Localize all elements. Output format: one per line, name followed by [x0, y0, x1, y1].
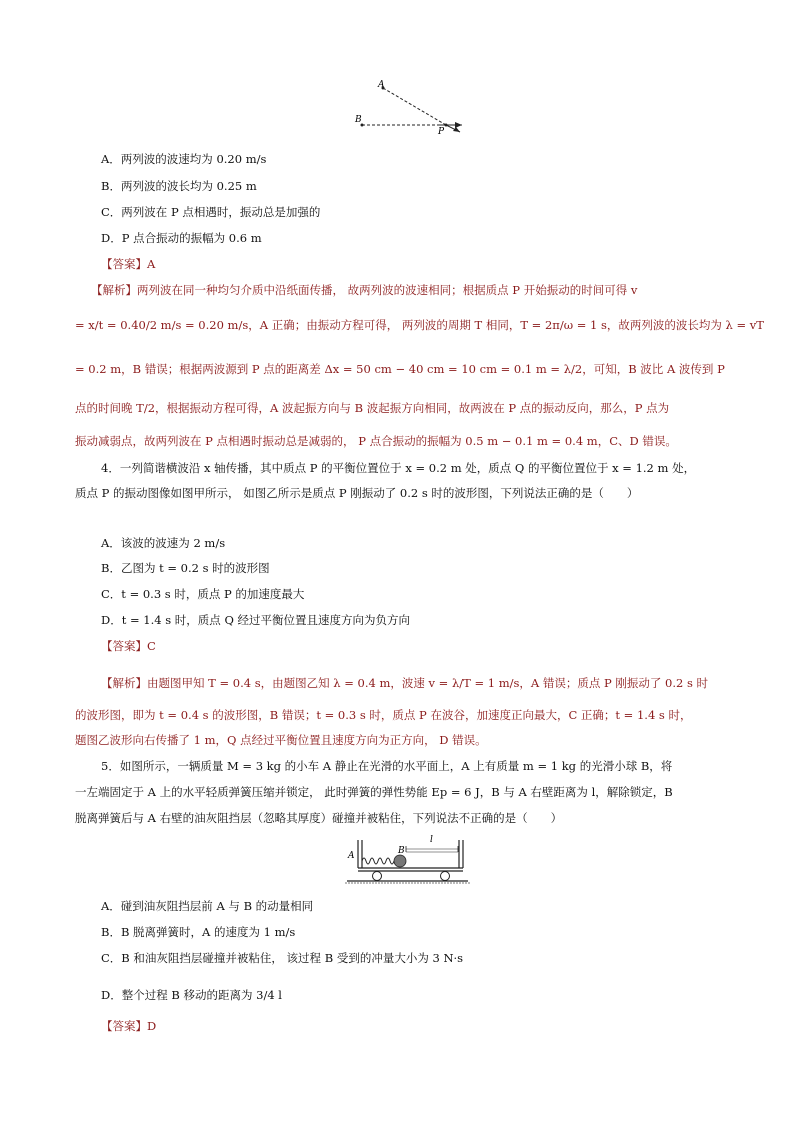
point-a-label: A: [378, 80, 385, 90]
cart-label-a: A: [348, 851, 355, 861]
q5-option-d: D．整个过程 B 移动的距离为 3/4 l: [101, 988, 282, 1002]
point-b-label: B: [355, 115, 362, 125]
q5-option-b: B．B 脱离弹簧时，A 的速度为 1 m/s: [101, 925, 296, 939]
q4-answer: 【答案】C: [101, 639, 156, 653]
q5-stem-line-3: 脱离弹簧后与 A 右壁的油灰阻挡层（忽略其厚度）碰撞并被粘住，下列说法不正确的是（ ）: [75, 811, 563, 825]
ball-label-b: B: [398, 846, 405, 856]
q3-answer: 【答案】A: [101, 257, 156, 271]
q3-analysis-line-1: 【解析】两列波在同一种均匀介质中沿纸面传播， 故两列波的波速相同；根据质点 P 开始振动的时间可得 v: [91, 283, 638, 297]
cart-figure: [345, 828, 470, 884]
q4-option-d: D．t = 1.4 s 时，质点 Q 经过平衡位置且速度方向为负方向: [101, 613, 411, 627]
q5-stem-line-1: 5．如图所示，一辆质量 M = 3 kg 的小车 A 静止在光滑的水平面上，A 上有质量 m = 1 kg 的光滑小球 B，将: [101, 759, 673, 773]
point-p-label: P: [438, 127, 445, 137]
q3-analysis-line-5: 振动减弱点，故两列波在 P 点相遇时振动总是减弱的， P 点合振动的振幅为 0.5 m − 0.1 m = 0.4 m，C、D 错误。: [75, 434, 677, 448]
q5-answer: 【答案】D: [101, 1019, 157, 1033]
q4-analysis-line-2: 的波形图，即为 t = 0.4 s 的波形图，B 错误；t = 0.3 s 时，质点 P 在波谷，加速度正向最大，C 正确；t = 1.4 s 时，: [75, 708, 692, 722]
q5-stem-line-2: 一左端固定于 A 上的水平轻质弹簧压缩并锁定， 此时弹簧的弹性势能 Ep = 6 J，B 与 A 右壁距离为 l，解除锁定，B: [75, 785, 673, 799]
q5-option-c: C．B 和油灰阻挡层碰撞并被粘住， 该过程 B 受到的冲量大小为 3 N·s: [101, 951, 464, 965]
q4-analysis-line-3: 题图乙波形向右传播了 1 m，Q 点经过平衡位置且速度方向为正方向， D 错误。: [75, 733, 487, 747]
q3-analysis-line-3: = 0.2 m，B 错误；根据两波源到 P 点的距离差 Δx = 50 cm − 40 cm = 10 cm = 0.1 m = λ/2，可知，B 波比 A 波传到 P: [75, 362, 725, 376]
q3-option-d: D．P 点合振动的振幅为 0.6 m: [101, 231, 262, 245]
q4-option-b: B．乙图为 t = 0.2 s 时的波形图: [101, 561, 270, 575]
wave-source-figure: [350, 78, 470, 138]
q5-option-a: A．碰到油灰阻挡层前 A 与 B 的动量相同: [101, 899, 314, 913]
q3-option-b: B．两列波的波长均为 0.25 m: [101, 179, 257, 193]
distance-label-l: l: [430, 835, 433, 845]
q3-option-c: C．两列波在 P 点相遇时，振动总是加强的: [101, 205, 321, 219]
q3-analysis-line-2: = x/t = 0.40/2 m/s = 0.20 m/s，A 正确；由振动方程可得， 两列波的周期 T 相同，T = 2π/ω = 1 s，故两列波的波长均为 λ = vT: [75, 318, 764, 332]
q3-analysis-line-4: 点的时间晚 T/2，根据振动方程可得，A 波起振方向与 B 波起振方向相同，故两波在 P 点的振动反向，那么，P 点为: [75, 401, 670, 415]
q4-analysis-line-1: 【解析】由题图甲知 T = 0.4 s，由题图乙知 λ = 0.4 m，波速 v = λ/T = 1 m/s，A 错误；质点 P 刚振动了 0.2 s 时: [101, 676, 709, 690]
q3-option-a: A．两列波的波速均为 0.20 m/s: [101, 152, 267, 166]
q4-stem-line-2: 质点 P 的振动图像如图甲所示， 如图乙所示是质点 P 刚振动了 0.2 s 时的波形图，下列说法正确的是（ ）: [75, 486, 639, 500]
q4-option-a: A．该波的波速为 2 m/s: [101, 536, 226, 550]
q4-stem-line-1: 4．一列简谐横波沿 x 轴传播，其中质点 P 的平衡位置位于 x = 0.2 m 处，质点 Q 的平衡位置位于 x = 1.2 m 处，: [101, 461, 696, 475]
q4-option-c: C．t = 0.3 s 时，质点 P 的加速度最大: [101, 587, 305, 601]
